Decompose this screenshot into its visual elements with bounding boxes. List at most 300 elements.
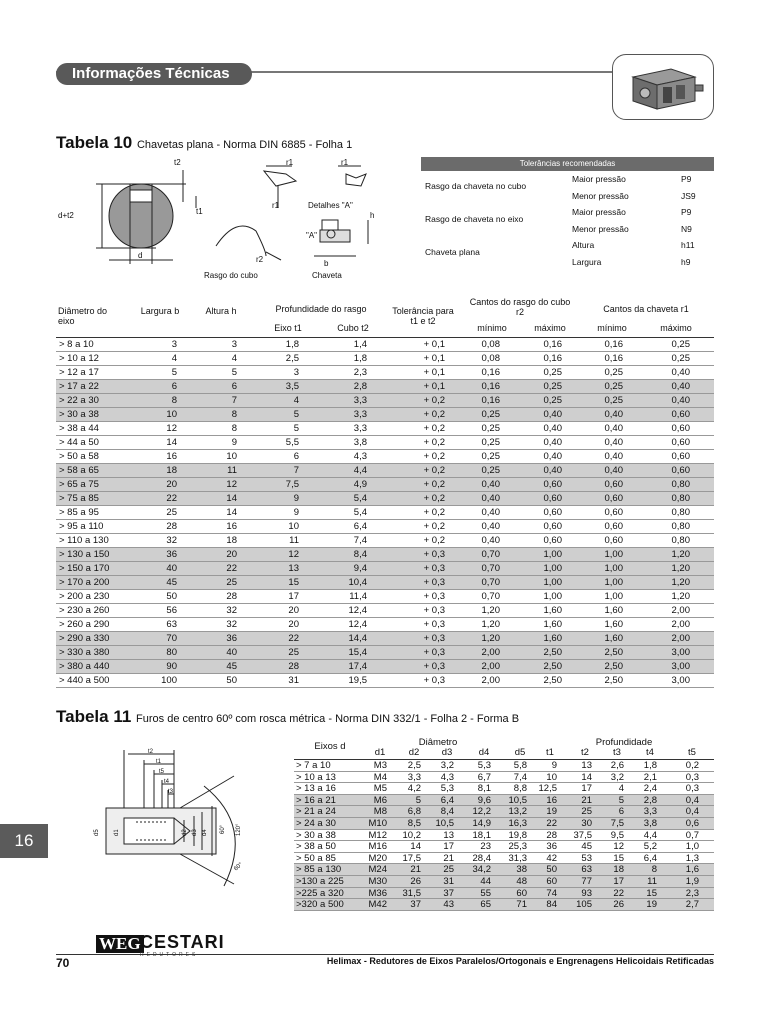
table-cell: 0,16	[604, 353, 623, 364]
table-cell: 13	[443, 829, 454, 841]
table-cell: 6	[618, 806, 624, 818]
table-cell: 3,3	[407, 771, 421, 783]
table-cell: M20	[368, 852, 387, 864]
table-cell: 43	[443, 899, 454, 911]
weg-logo: WEG	[96, 935, 144, 953]
table-cell: > 17 a 22	[59, 381, 99, 392]
table-cell: 3,3	[353, 423, 367, 434]
table-row	[56, 632, 714, 646]
table-cell: > 38 a 50	[296, 841, 336, 853]
table-cell: 17,5	[402, 852, 421, 864]
page-number: 70	[56, 956, 70, 970]
table-cell: + 0,3	[423, 633, 445, 644]
table-cell: 10	[226, 451, 237, 462]
table-row	[56, 352, 714, 366]
table-row	[294, 864, 714, 876]
diag-r1a: r1	[286, 158, 294, 167]
th11-col: d2	[408, 747, 420, 758]
table-cell: 1,8	[285, 339, 299, 350]
tolerance-condition: Largura	[572, 256, 602, 267]
table-cell: 16	[226, 521, 237, 532]
d11-d3: d3	[192, 829, 198, 836]
table-cell: 20	[226, 549, 237, 560]
table-cell: 1,20	[481, 619, 500, 630]
table-cell: M24	[368, 864, 387, 876]
table-cell: 4,4	[353, 465, 367, 476]
table-cell: 10	[166, 409, 177, 420]
diag-d: d	[138, 251, 143, 260]
table-cell: + 0,2	[423, 507, 445, 518]
table-cell: 32	[226, 605, 237, 616]
table-cell: 0,2	[685, 760, 699, 771]
table-cell: 0,40	[543, 423, 562, 434]
table-cell: 5,8	[513, 760, 527, 771]
diag-r2: r2	[256, 255, 264, 264]
table-cell: 3,3	[643, 806, 657, 818]
table-cell: 8	[231, 423, 237, 434]
table-cell: 3,3	[353, 409, 367, 420]
table-cell: 25	[443, 864, 454, 876]
table-cell: + 0,3	[423, 591, 445, 602]
th11-col: t5	[688, 747, 696, 758]
table-cell: > 10 a 13	[296, 771, 336, 783]
table-cell: 28,4	[472, 852, 491, 864]
table10-subtitle: Chavetas plana - Norma DIN 6885 - Folha 1	[136, 139, 353, 151]
tolerance-group-label: Rasgo da chaveta no cubo	[425, 181, 527, 191]
table-cell: > 50 a 58	[59, 451, 99, 462]
table-cell: 0,25	[671, 353, 690, 364]
table-cell: 53	[581, 852, 592, 864]
d11-a60b: 60°	[233, 861, 244, 873]
table-cell: > 230 a 260	[59, 605, 110, 616]
table-cell: 4	[618, 783, 624, 795]
table-cell: 19	[646, 899, 657, 911]
table-cell: 0,08	[481, 339, 500, 350]
table-cell: > 12 a 17	[59, 367, 99, 378]
table-cell: 0,70	[481, 577, 500, 588]
table-row	[56, 520, 714, 534]
table-row	[56, 548, 714, 562]
table-cell: + 0,2	[423, 423, 445, 434]
d11-a120: 120°	[236, 823, 242, 836]
table-cell: 14	[581, 771, 592, 783]
diag-A: "A"	[306, 231, 318, 240]
table-row	[56, 436, 714, 450]
table-cell: 1,00	[543, 549, 562, 560]
diag-r1b: r1	[341, 158, 349, 167]
table-cell: 3,8	[643, 817, 657, 829]
table-cell: 5	[293, 409, 299, 420]
table-row	[56, 534, 714, 548]
table-cell: 11	[289, 535, 299, 546]
table-cell: 18	[166, 465, 177, 476]
table-cell: 28	[226, 591, 237, 602]
table-cell: 2,00	[671, 619, 690, 630]
table-cell: 2,00	[481, 675, 500, 686]
table-cell: 8,4	[353, 549, 367, 560]
table-cell: > 85 a 95	[59, 507, 99, 518]
table-cell: 1,60	[604, 633, 623, 644]
table-cell: > 58 a 65	[59, 465, 99, 476]
table-cell: 0,80	[671, 493, 690, 504]
table-cell: 18,1	[472, 829, 491, 841]
tolerance-class: JS9	[681, 190, 696, 201]
table-cell: 4	[231, 353, 237, 364]
table-cell: 5	[618, 794, 624, 806]
table-cell: 12	[613, 841, 624, 853]
table-cell: 10,2	[402, 829, 421, 841]
table-cell: 34,2	[472, 864, 491, 876]
table-cell: + 0,2	[423, 409, 445, 420]
table-row	[294, 888, 714, 900]
th11-col: d1	[374, 747, 386, 758]
table11-title: Tabela 11	[56, 707, 132, 726]
table11	[294, 739, 714, 911]
table-cell: M5	[373, 783, 387, 795]
tolerances-title: Tolerâncias recomendadas	[421, 157, 714, 171]
table-cell: + 0,2	[423, 451, 445, 462]
table-cell: 6,4	[643, 852, 657, 864]
table-cell: > 440 a 500	[59, 675, 110, 686]
table-cell: 21	[443, 852, 454, 864]
table-row	[294, 760, 714, 772]
table-cell: 3,5	[285, 381, 299, 392]
table-cell: 0,60	[604, 507, 623, 518]
table-cell: M42	[368, 899, 387, 911]
table-cell: 48	[516, 875, 527, 887]
gearbox-image	[613, 55, 713, 119]
th11-col: t2	[581, 747, 589, 758]
table-cell: 23	[480, 841, 491, 853]
d11-t3: t3	[168, 789, 174, 795]
table-cell: + 0,1	[423, 353, 445, 364]
table-cell: 3,2	[610, 771, 624, 783]
table-cell: 18	[613, 864, 624, 876]
table-cell: 14	[226, 493, 237, 504]
table11-row-group	[294, 760, 714, 795]
table-cell: 1,20	[671, 549, 690, 560]
table-cell: 0,25	[671, 339, 690, 350]
table-cell: 0,40	[481, 507, 500, 518]
table-cell: 14	[410, 841, 421, 853]
table-cell: 7,4	[513, 771, 527, 783]
table-cell: + 0,2	[423, 395, 445, 406]
table10-body	[56, 338, 714, 716]
table-cell: + 0,3	[423, 661, 445, 672]
table-cell: 14	[166, 437, 177, 448]
table-cell: 10	[546, 771, 557, 783]
table11-row-group	[294, 830, 714, 865]
table11-header	[294, 739, 714, 760]
table-cell: 5	[415, 794, 421, 806]
table11-subtitle: Furos de centro 60º com rosca métrica - Norma DIN 332/1 - Folha 2 - Forma B	[136, 713, 520, 725]
table-cell: 25	[226, 577, 237, 588]
table-cell: 19	[546, 806, 557, 818]
table-cell: + 0,2	[423, 479, 445, 490]
table-cell: 8	[651, 864, 657, 876]
table-cell: 1,00	[543, 563, 562, 574]
tolerances-table	[421, 157, 714, 270]
th-cantos-rasgo: Cantos do rasgo do cubo r2	[469, 297, 571, 317]
table-cell: 1,8	[643, 760, 657, 771]
table-row	[56, 590, 714, 604]
table-cell: 40	[226, 647, 237, 658]
th-cubo-t2: Cubo t2	[337, 323, 369, 333]
table-cell: 17	[443, 841, 454, 853]
th-maximo2: máximo	[660, 323, 692, 333]
table-cell: + 0,3	[423, 605, 445, 616]
table-cell: 25	[581, 806, 592, 818]
table-cell: > 30 a 38	[59, 409, 99, 420]
table-cell: 5	[293, 423, 299, 434]
table-cell: 25	[166, 507, 177, 518]
table-cell: 13,2	[508, 806, 527, 818]
table-cell: 1,9	[685, 875, 699, 887]
table-cell: >130 a 225	[296, 875, 344, 887]
table-cell: 4,3	[440, 771, 454, 783]
table-cell: 0,60	[543, 535, 562, 546]
table-row	[56, 366, 714, 380]
table-cell: 1,00	[604, 577, 623, 588]
table-cell: 1,4	[353, 339, 367, 350]
table-cell: 60	[546, 875, 557, 887]
table-cell: > 110 a 130	[59, 535, 109, 546]
table-cell: 22	[546, 817, 557, 829]
th11-col: t4	[646, 747, 654, 758]
d11-a60: 60°	[220, 824, 226, 834]
table-cell: 0,60	[543, 493, 562, 504]
table-cell: 2,5	[407, 760, 421, 771]
table-cell: 50	[226, 675, 237, 686]
table-cell: 11,4	[349, 591, 367, 602]
table-cell: 8,8	[513, 783, 527, 795]
table-cell: 14,4	[348, 633, 367, 644]
table-cell: 2,50	[543, 647, 562, 658]
table-cell: 8,4	[440, 806, 454, 818]
table-cell: + 0,3	[423, 619, 445, 630]
table-row	[294, 818, 714, 830]
table-cell: 2,8	[643, 794, 657, 806]
table-cell: 12,2	[472, 806, 491, 818]
table-row	[56, 660, 714, 674]
d11-d2: d2	[182, 829, 188, 836]
table-cell: > 380 a 440	[59, 661, 110, 672]
tolerance-group	[421, 204, 714, 237]
table-cell: 32	[166, 535, 177, 546]
table-cell: 31	[288, 675, 299, 686]
table-cell: 2,00	[671, 633, 690, 644]
tolerance-condition: Menor pressão	[572, 190, 629, 201]
table10-row-group	[56, 632, 714, 674]
table-cell: >320 a 500	[296, 899, 344, 911]
th-cantos-chaveta: Cantos da chaveta r1	[603, 304, 689, 314]
th-profundidade: Profundidade do rasgo	[275, 304, 367, 314]
diag-h: h	[370, 211, 375, 220]
table-cell: 9	[551, 760, 557, 771]
table-cell: 0,80	[671, 535, 690, 546]
th-eixo-t1: Eixo t1	[274, 323, 302, 333]
table-cell: M4	[373, 771, 387, 783]
table-cell: 0,25	[604, 381, 623, 392]
table-cell: 32	[226, 619, 237, 630]
table-row	[294, 806, 714, 818]
table-cell: 70	[166, 633, 177, 644]
table-cell: 5,4	[353, 493, 367, 504]
table-cell: + 0,1	[423, 367, 445, 378]
table-row	[56, 464, 714, 478]
table-cell: 1,60	[543, 619, 562, 630]
th11-eixos: Eixos d	[314, 741, 346, 752]
table-cell: 6,4	[440, 794, 454, 806]
table-cell: 2,50	[543, 675, 562, 686]
table-cell: 8	[171, 395, 177, 406]
table-cell: 36	[546, 841, 557, 853]
table-cell: 6	[231, 381, 237, 392]
table-cell: > 7 a 10	[296, 760, 331, 771]
tolerance-class: N9	[681, 223, 692, 234]
table-cell: 14	[226, 507, 237, 518]
table-cell: 3,2	[440, 760, 454, 771]
table11-row-group	[294, 864, 714, 910]
table-row	[56, 394, 714, 408]
table-cell: 13	[581, 760, 592, 771]
table-cell: 19,5	[348, 675, 367, 686]
diag-d-t2: d+t2	[58, 211, 74, 220]
table-cell: > 38 a 44	[59, 423, 99, 434]
table-cell: 0,25	[481, 423, 500, 434]
table-cell: 5,4	[353, 507, 367, 518]
table-cell: 2,3	[353, 367, 367, 378]
table-cell: 0,08	[481, 353, 500, 364]
table-cell: > 44 a 50	[59, 437, 99, 448]
table10-row-group	[56, 548, 714, 590]
table-cell: 16,3	[508, 817, 527, 829]
d11-t5: t5	[159, 769, 165, 775]
table-cell: 84	[546, 899, 557, 911]
table-cell: 0,25	[543, 367, 562, 378]
th-maximo1: máximo	[534, 323, 566, 333]
table-cell: 12	[226, 479, 237, 490]
table-row	[56, 450, 714, 464]
table11-row-group	[294, 795, 714, 830]
table-cell: 4	[293, 395, 299, 406]
table-cell: 21	[581, 794, 592, 806]
table-cell: 1,8	[353, 353, 367, 364]
table-cell: 0,40	[481, 521, 500, 532]
table-cell: M10	[368, 817, 387, 829]
table-cell: 5	[231, 367, 237, 378]
table-cell: 26	[410, 875, 421, 887]
table-cell: 77	[581, 875, 592, 887]
table-cell: 0,40	[604, 423, 623, 434]
table-cell: 13	[288, 563, 299, 574]
table-cell: 1,60	[543, 633, 562, 644]
table-cell: 17,4	[348, 661, 367, 672]
table-row	[56, 478, 714, 492]
center-hole-diagram	[84, 746, 264, 896]
table-cell: 0,40	[481, 493, 500, 504]
table-cell: 20	[166, 479, 177, 490]
table-cell: 11	[647, 875, 657, 887]
table-cell: 3	[171, 339, 177, 350]
table-cell: 63	[166, 619, 177, 630]
tolerance-class: P9	[681, 174, 692, 184]
th11-col: t3	[613, 747, 621, 758]
table-cell: 0,40	[671, 395, 690, 406]
table-cell: M3	[373, 760, 387, 771]
table-row	[294, 841, 714, 853]
table-cell: 0,16	[604, 339, 623, 350]
table-cell: 0,40	[671, 367, 690, 378]
table-cell: 50	[546, 864, 557, 876]
table-cell: 38	[516, 864, 527, 876]
table-cell: > 330 a 380	[59, 647, 110, 658]
tolerance-class: h11	[681, 240, 695, 250]
table-row	[56, 576, 714, 590]
table-cell: 0,60	[671, 409, 690, 420]
table-cell: 0,60	[604, 535, 623, 546]
table-cell: 6	[293, 451, 299, 462]
table-cell: 18	[226, 535, 237, 546]
table-cell: 74	[546, 887, 557, 899]
table-cell: > 24 a 30	[296, 817, 336, 829]
table-cell: 17	[288, 591, 299, 602]
table-cell: M6	[373, 794, 387, 806]
table-cell: 3,3	[353, 395, 367, 406]
table-cell: 12	[166, 423, 177, 434]
table-cell: 0,40	[543, 437, 562, 448]
table-cell: 22	[613, 887, 624, 899]
table-cell: 2,8	[353, 381, 367, 392]
table-cell: > 10 a 12	[59, 353, 99, 364]
table-cell: + 0,3	[423, 647, 445, 658]
table-cell: 3,00	[671, 661, 690, 672]
table-cell: 31,3	[508, 852, 527, 864]
table10-header	[56, 297, 714, 338]
table-cell: 0,60	[543, 479, 562, 490]
table-cell: 0,40	[604, 409, 623, 420]
table-cell: 4,9	[353, 479, 367, 490]
table-cell: 36	[166, 549, 177, 560]
table-cell: 21	[410, 864, 421, 876]
table-cell: 0,70	[481, 591, 500, 602]
table-cell: 0,40	[543, 465, 562, 476]
table-cell: 0,16	[543, 339, 562, 350]
table-cell: 50	[166, 591, 177, 602]
table-cell: > 85 a 130	[296, 864, 342, 876]
chapter-tab[interactable]: 16	[0, 824, 48, 858]
table-cell: 100	[161, 675, 177, 686]
table-cell: 9,5	[610, 829, 624, 841]
table-cell: > 170 a 200	[59, 577, 110, 588]
table-cell: 31,5	[402, 887, 421, 899]
table-cell: 0,25	[481, 465, 500, 476]
table-cell: 11	[227, 465, 237, 476]
table-cell: > 16 a 21	[296, 794, 336, 806]
table-cell: 0,80	[671, 479, 690, 490]
table-cell: 6	[171, 381, 177, 392]
table-cell: 0,60	[671, 451, 690, 462]
table-cell: 15	[613, 852, 624, 864]
table-cell: 93	[581, 887, 592, 899]
table-cell: 37	[410, 899, 421, 911]
table-cell: 6,8	[407, 806, 421, 818]
table-cell: 9,6	[477, 794, 491, 806]
th-tolerancia: Tolerância para t1 e t2	[392, 306, 454, 326]
table-cell: 0,60	[543, 507, 562, 518]
table-cell: > 22 a 30	[59, 395, 99, 406]
tolerance-class: P9	[681, 207, 692, 217]
